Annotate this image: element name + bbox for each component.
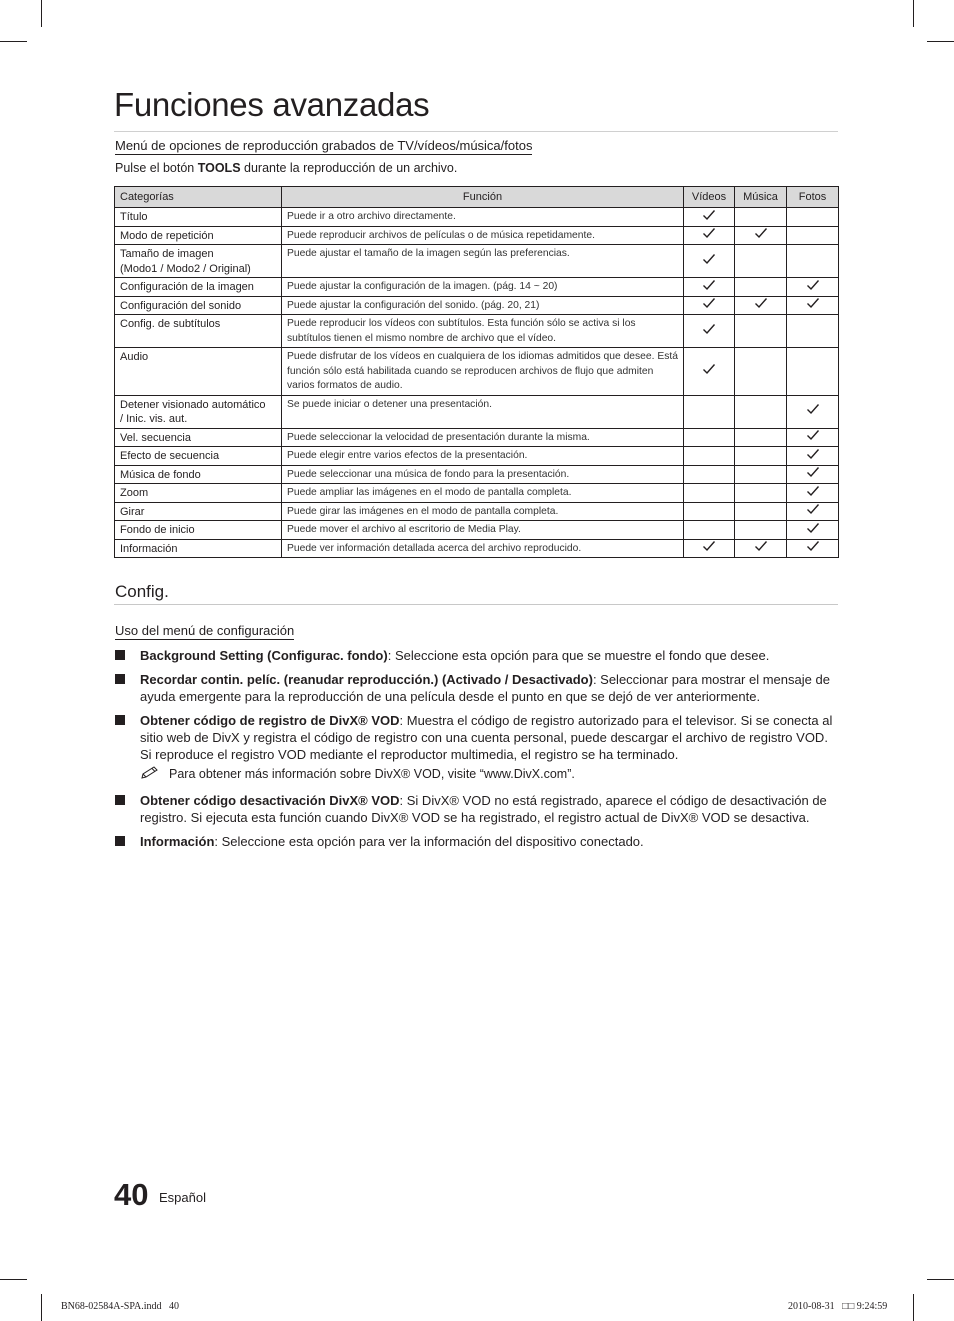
photos-cell (787, 484, 839, 503)
videos-cell (684, 296, 735, 315)
table-row (115, 395, 839, 428)
function-cell: Puede ajustar el tamaño de la imagen según las preferencias. (282, 245, 684, 278)
table-row (115, 278, 839, 297)
note-suffix: durante la reproducción de un archivo. (240, 161, 458, 175)
checkmark-icon (702, 227, 716, 239)
photos-cell (787, 465, 839, 484)
list-item-description: : Seleccione esta opción para que se muestre el fondo que desee. (387, 648, 770, 663)
function-cell: Puede seleccionar la velocidad de presentación durante la misma. (282, 428, 684, 447)
music-cell (735, 278, 787, 297)
table-row (115, 465, 839, 484)
list-item (115, 647, 839, 664)
crop-mark (927, 1279, 954, 1280)
square-bullet-icon (115, 674, 125, 684)
category-cell: Configuración del sonido (115, 296, 282, 315)
music-cell (735, 502, 787, 521)
table-row (115, 428, 839, 447)
videos-cell (684, 208, 735, 227)
photos-cell (787, 348, 839, 396)
music-cell (735, 245, 787, 278)
list-item-description: : Seleccionar para mostrar el mensaje de ayuda emergente para la reproducción de una película desde el punto en que se dejó de ver anteriormente. (140, 672, 830, 704)
videos-cell (684, 465, 735, 484)
videos-cell (684, 348, 735, 396)
category-cell: Información (115, 539, 282, 558)
photos-cell (787, 395, 839, 428)
videos-cell (684, 447, 735, 466)
table-row (115, 484, 839, 503)
list-item-description: : Seleccione esta opción para ver la información del dispositivo conectado. (214, 834, 644, 849)
list-item-text (140, 833, 839, 850)
music-cell (735, 428, 787, 447)
videos-cell (684, 428, 735, 447)
list-item (115, 792, 839, 826)
function-cell: Puede ir a otro archivo directamente. (282, 208, 684, 227)
category-cell: Detener visionado automático / Inic. vis. aut. (115, 395, 282, 428)
config-menu-subheading: Uso del menú de configuración (115, 623, 295, 638)
pencil-note-icon (140, 766, 160, 780)
page-number: 40 (114, 1177, 149, 1212)
square-bullet-icon (115, 650, 125, 660)
photos-cell (787, 296, 839, 315)
page-title: Funciones avanzadas (114, 86, 430, 123)
column-header-category: Categorías (115, 187, 282, 208)
videos-cell (684, 395, 735, 428)
checkmark-icon (806, 540, 820, 552)
music-cell (735, 208, 787, 227)
column-header-photos: Fotos (787, 187, 839, 208)
checkmark-icon (806, 297, 820, 309)
videos-cell (684, 245, 735, 278)
column-header-music: Música (735, 187, 787, 208)
checkmark-icon (754, 227, 768, 239)
page-language: Español (159, 1190, 206, 1205)
checkmark-icon (702, 253, 716, 265)
checkmark-icon (806, 466, 820, 478)
playback-options-heading: Menú de opciones de reproducción grabados de TV/vídeos/música/fotos (115, 138, 533, 153)
checkmark-icon (702, 363, 716, 375)
music-cell (735, 539, 787, 558)
checkmark-icon (702, 279, 716, 291)
videos-cell (684, 502, 735, 521)
list-item-text (140, 647, 839, 664)
photos-cell (787, 278, 839, 297)
checkmark-icon (806, 485, 820, 497)
print-slug-file: BN68-02584A-SPA.indd 40 (61, 1301, 179, 1312)
photos-cell (787, 447, 839, 466)
crop-mark (0, 1279, 27, 1280)
function-cell: Puede ajustar la configuración del sonido. (pág. 20, 21) (282, 296, 684, 315)
table-row (115, 245, 839, 278)
list-item-text (140, 792, 839, 826)
divx-note-text: Para obtener más información sobre DivX® VOD, visite “www.DivX.com”. (169, 767, 575, 781)
music-cell (735, 315, 787, 348)
music-cell (735, 226, 787, 245)
list-item-term: Recordar contin. pelíc. (reanudar reproducción.) (Activado / Desactivado) (140, 672, 593, 687)
crop-mark (927, 41, 954, 42)
photos-cell (787, 208, 839, 227)
list-item-term: Obtener código desactivación DivX® VOD (140, 793, 400, 808)
checkmark-icon (806, 522, 820, 534)
category-cell: Efecto de secuencia (115, 447, 282, 466)
videos-cell (684, 278, 735, 297)
checkmark-icon (702, 540, 716, 552)
checkmark-icon (806, 503, 820, 515)
music-cell (735, 348, 787, 396)
function-cell: Puede girar las imágenes en el modo de pantalla completa. (282, 502, 684, 521)
list-item (115, 833, 839, 850)
list-item (115, 671, 839, 705)
checkmark-icon (702, 209, 716, 221)
playback-options-table (114, 186, 839, 558)
crop-mark (41, 1294, 42, 1321)
function-cell: Puede reproducir los vídeos con subtítulos. Esta función sólo se activa si los subtítulos tienen el mismo nombre de archivo que el vídeo. (282, 315, 684, 348)
category-cell: Girar (115, 502, 282, 521)
category-cell: Modo de repetición (115, 226, 282, 245)
function-cell: Puede mover el archivo al escritorio de Media Play. (282, 521, 684, 540)
crop-mark (0, 41, 27, 42)
videos-cell (684, 226, 735, 245)
music-cell (735, 521, 787, 540)
divx-note (140, 766, 575, 783)
table-row (115, 208, 839, 227)
print-slug-date: 2010-08-31 □□ 9:24:59 (788, 1301, 888, 1312)
photos-cell (787, 502, 839, 521)
photos-cell (787, 245, 839, 278)
checkmark-icon (702, 323, 716, 335)
table-row (115, 315, 839, 348)
list-item-term: Obtener código de registro de DivX® VOD (140, 713, 400, 728)
category-cell: Título (115, 208, 282, 227)
photos-cell (787, 315, 839, 348)
checkmark-icon (754, 297, 768, 309)
function-cell: Puede ampliar las imágenes en el modo de pantalla completa. (282, 484, 684, 503)
square-bullet-icon (115, 715, 125, 725)
table-row (115, 226, 839, 245)
category-cell: Config. de subtítulos (115, 315, 282, 348)
table-row (115, 539, 839, 558)
note-prefix: Pulse el botón (115, 161, 198, 175)
list-item-text (140, 671, 839, 705)
column-header-function: Función (282, 187, 684, 208)
playback-options-note (115, 161, 457, 175)
category-cell: Música de fondo (115, 465, 282, 484)
photos-cell (787, 539, 839, 558)
list-item-term: Background Setting (Configurac. fondo) (140, 648, 388, 663)
crop-mark (41, 0, 42, 27)
function-cell: Se puede iniciar o detener una presentación. (282, 395, 684, 428)
table-row (115, 521, 839, 540)
square-bullet-icon (115, 836, 125, 846)
function-cell: Puede ajustar la configuración de la imagen. (pág. 14 ~ 20) (282, 278, 684, 297)
config-section-title: Config. (115, 582, 169, 601)
list-item-description: : Si DivX® VOD no está registrado, aparece el código de desactivación de registro. Si ejecuta esta función cuando DivX® VOD se ha registrado, el registro actual de DivX® VOD se desactiva. (140, 793, 827, 825)
table-row (115, 502, 839, 521)
function-cell: Puede disfrutar de los vídeos en cualquiera de los idiomas admitidos que desee. Está función sólo está habilitada cuando se reproducen archivos de flujo que admiten varios formatos de audio. (282, 348, 684, 396)
function-cell: Puede ver información detallada acerca del archivo reproducido. (282, 539, 684, 558)
table-row (115, 296, 839, 315)
list-item-text (140, 712, 839, 763)
category-cell: Tamaño de imagen (Modo1 / Modo2 / Original) (115, 245, 282, 278)
table-row (115, 348, 839, 396)
checkmark-icon (806, 429, 820, 441)
photos-cell (787, 428, 839, 447)
list-item-term: Información (140, 834, 215, 849)
square-bullet-icon (115, 795, 125, 805)
checkmark-icon (806, 403, 820, 415)
checkmark-icon (806, 448, 820, 460)
music-cell (735, 447, 787, 466)
checkmark-icon (702, 297, 716, 309)
music-cell (735, 296, 787, 315)
list-item-description: : Muestra el código de registro autorizado para el televisor. Si se conecta al sitio web de DivX y registra el código de registro con una cuenta personal, puede descargar el archivo de registro VOD. Si reproduce el registro VOD mediante el reproductor multimedia, el registro se ha terminado. (140, 713, 833, 762)
function-cell: Puede reproducir archivos de películas o de música repetidamente. (282, 226, 684, 245)
photos-cell (787, 521, 839, 540)
music-cell (735, 395, 787, 428)
function-cell: Puede elegir entre varios efectos de la presentación. (282, 447, 684, 466)
list-item (115, 712, 839, 763)
category-cell: Zoom (115, 484, 282, 503)
title-divider (114, 131, 838, 132)
column-header-videos: Vídeos (684, 187, 735, 208)
tools-key-label: TOOLS (197, 161, 241, 175)
checkmark-icon (754, 540, 768, 552)
category-cell: Audio (115, 348, 282, 396)
category-cell: Configuración de la imagen (115, 278, 282, 297)
crop-mark (913, 0, 914, 27)
table-row (115, 447, 839, 466)
videos-cell (684, 521, 735, 540)
category-cell: Fondo de inicio (115, 521, 282, 540)
table-header-row (115, 187, 839, 208)
music-cell (735, 484, 787, 503)
music-cell (735, 465, 787, 484)
videos-cell (684, 484, 735, 503)
crop-mark (913, 1294, 914, 1321)
category-cell: Vel. secuencia (115, 428, 282, 447)
function-cell: Puede seleccionar una música de fondo para la presentación. (282, 465, 684, 484)
videos-cell (684, 315, 735, 348)
checkmark-icon (806, 279, 820, 291)
config-divider (114, 604, 838, 605)
videos-cell (684, 539, 735, 558)
photos-cell (787, 226, 839, 245)
